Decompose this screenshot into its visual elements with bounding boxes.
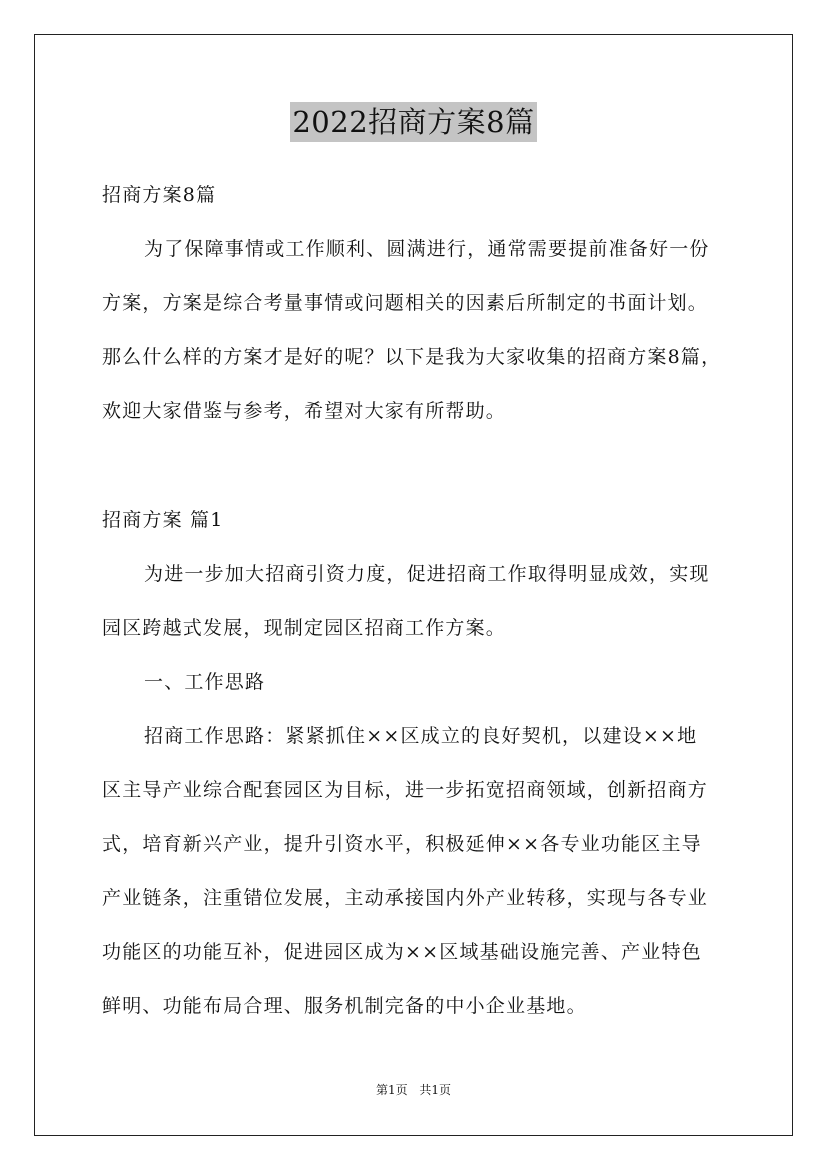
section-heading: 招商方案 篇1 [102,509,224,531]
intro-line-1: 为了保障事情或工作顺利、圆满进行，通常需要提前准备好一份 [144,238,710,260]
body-line-2: 区主导产业综合配套园区为目标，进一步拓宽招商领域，创新招商方 [102,779,709,801]
body-line-1: 招商工作思路：紧紧抓住××区成立的良好契机，以建设××地 [144,725,698,747]
page-number: 第1页 [375,1083,408,1097]
page-footer [0,1082,827,1098]
body-line-5: 功能区的功能互补，促进园区成为××区域基础设施完善、产业特色 [102,941,702,963]
title-container [0,102,827,142]
intro-line-4: 欢迎大家借鉴与参考，希望对大家有所帮助。 [102,400,507,422]
intro-line-2: 方案，方案是综合考量事情或问题相关的因素后所制定的书面计划。 [102,292,709,314]
page-total: 共1页 [419,1083,452,1097]
intro-line-3: 那么什么样的方案才是好的呢？以下是我为大家收集的招商方案8篇， [102,346,722,368]
body-line-6: 鲜明、功能布局合理、服务机制完备的中小企业基地。 [102,995,587,1017]
document-title: 2022招商方案8篇 [290,102,536,142]
section-line-2: 园区跨越式发展，现制定园区招商工作方案。 [102,617,507,639]
body-line-4: 产业链条，注重错位发展，主动承接国内外产业转移，实现与各专业 [102,887,709,909]
document-subtitle: 招商方案8篇 [102,184,217,206]
subheading-work-approach: 一、工作思路 [144,671,266,693]
body-line-3: 式，培育新兴产业，提升引资水平，积极延伸××各专业功能区主导 [102,833,702,855]
section-line-1: 为进一步加大招商引资力度，促进招商工作取得明显成效，实现 [144,563,710,585]
